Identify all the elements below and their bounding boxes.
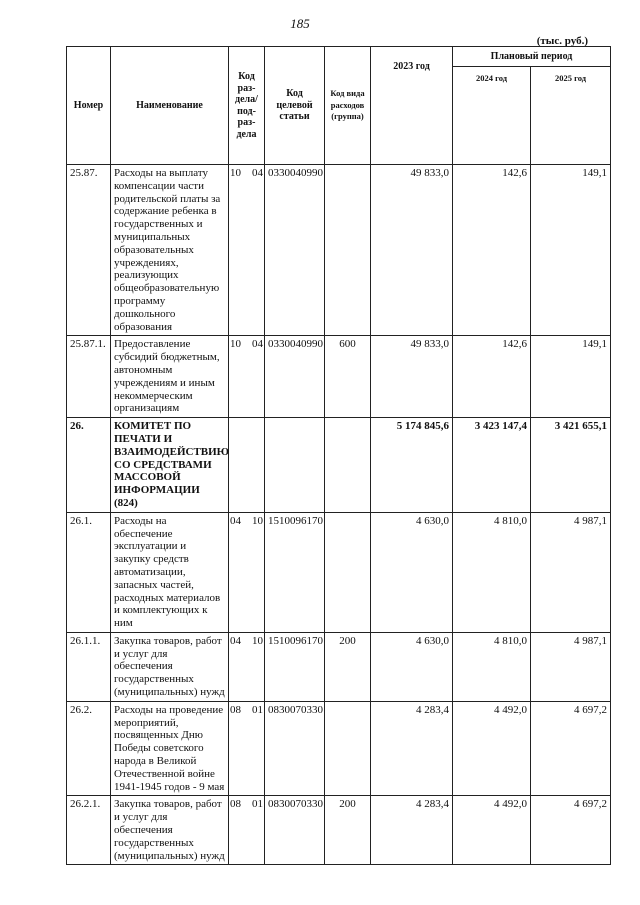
row-razdel (229, 796, 265, 865)
table-row (67, 336, 611, 418)
header-kod-vida: Код вида расходов (группа) (325, 47, 371, 165)
row-number: 25.87.1. (67, 336, 111, 418)
header-year-2023: 2023 год (371, 47, 453, 165)
podrazdel-code: 04 (252, 167, 263, 179)
header-nomer: Номер (67, 47, 111, 165)
header-planovy: Плановый период (453, 47, 611, 67)
table-row (67, 165, 611, 336)
row-number: 26.2. (67, 701, 111, 796)
row-vid: 200 (325, 796, 371, 865)
row-2025: 3 421 655,1 (531, 418, 611, 513)
podrazdel-code: 10 (252, 634, 263, 647)
row-razdel (229, 512, 265, 632)
row-2023: 49 833,0 (371, 336, 453, 418)
row-2025: 4 697,2 (531, 701, 611, 796)
row-tselevaya: 1510096170 (265, 632, 325, 701)
row-vid (325, 418, 371, 513)
row-tselevaya: 0830070330 (265, 701, 325, 796)
row-2023: 5 174 845,6 (371, 418, 453, 513)
razdel-code: 08 (230, 798, 241, 811)
units-label: (тыс. руб.) (536, 35, 588, 47)
table-row (67, 796, 611, 865)
row-number: 26.2.1. (67, 796, 111, 865)
row-vid (325, 512, 371, 632)
row-number: 26.1. (67, 512, 111, 632)
row-2025: 149,1 (531, 336, 611, 418)
row-2023: 4 283,4 (371, 701, 453, 796)
razdel-code: 04 (230, 514, 241, 527)
table-row (67, 418, 611, 513)
row-2024: 142,6 (453, 165, 531, 336)
row-vid: 600 (325, 336, 371, 418)
row-razdel (229, 418, 265, 513)
budget-table (66, 46, 611, 865)
row-name: Расходы на обеспечение эксплуатации и закупку средств автоматизации, запасных частей, расходных материалов и комплектующих к ним (111, 512, 229, 632)
podrazdel-code: 01 (252, 798, 263, 811)
row-2023: 49 833,0 (371, 165, 453, 336)
razdel-code: 10 (230, 338, 241, 351)
row-vid (325, 165, 371, 336)
header-kod-razdela: Код раз-дела/ под-раз-дела (229, 47, 265, 165)
podrazdel-code: 04 (252, 338, 263, 351)
row-name: КОМИТЕТ ПО ПЕЧАТИ И ВЗАИМОДЕЙСТВИЮ СО СРЕДСТВАМИ МАССОВОЙ ИНФОРМАЦИИ (824) (111, 418, 229, 513)
row-2024: 142,6 (453, 336, 531, 418)
row-2025: 149,1 (531, 165, 611, 336)
row-name: Закупка товаров, работ и услуг для обеспечения государственных (муниципальных) нужд (111, 796, 229, 865)
razdel-code: 10 (230, 167, 241, 179)
row-2023: 4 630,0 (371, 632, 453, 701)
row-2024: 4 810,0 (453, 512, 531, 632)
row-number: 26. (67, 418, 111, 513)
razdel-code: 08 (230, 703, 241, 716)
razdel-code: 04 (230, 634, 241, 647)
row-razdel (229, 336, 265, 418)
row-name: Предоставление субсидий бюджетным, автономным учреждениям и иным некоммерческим организациям (111, 336, 229, 418)
row-razdel (229, 165, 265, 336)
header-year-2024: 2024 год (453, 67, 531, 165)
row-tselevaya: 1510096170 (265, 512, 325, 632)
row-tselevaya: 0330040990 (265, 165, 325, 336)
row-name: Расходы на проведение мероприятий, посвященных Дню Победы советского народа в Великой Отечественной войне 1941-1945 годов - 9 мая (111, 701, 229, 796)
row-name: Расходы на выплату компенсации части родительской платы за содержание ребенка в государственных и муниципальных образовательных учреждениях, реализующих общеобразовательную программу дошкольного образования (111, 165, 229, 336)
page-number: 185 (290, 16, 310, 31)
row-2024: 4 492,0 (453, 701, 531, 796)
table-row (67, 512, 611, 632)
row-2023: 4 283,4 (371, 796, 453, 865)
row-tselevaya: 0830070330 (265, 796, 325, 865)
row-vid (325, 701, 371, 796)
row-2024: 4 492,0 (453, 796, 531, 865)
row-razdel (229, 701, 265, 796)
row-number: 26.1.1. (67, 632, 111, 701)
row-2025: 4 697,2 (531, 796, 611, 865)
row-vid: 200 (325, 632, 371, 701)
header-naimenovanie: Наименование (111, 47, 229, 165)
row-razdel (229, 632, 265, 701)
row-2024: 3 423 147,4 (453, 418, 531, 513)
podrazdel-code: 01 (252, 703, 263, 716)
row-2024: 4 810,0 (453, 632, 531, 701)
row-2025: 4 987,1 (531, 512, 611, 632)
podrazdel-code: 10 (252, 514, 263, 527)
row-tselevaya: 0330040990 (265, 336, 325, 418)
header-kod-tselevoy: Код целевой статьи (265, 47, 325, 165)
table-row (67, 632, 611, 701)
row-number: 25.87. (67, 165, 111, 336)
row-2023: 4 630,0 (371, 512, 453, 632)
row-name: Закупка товаров, работ и услуг для обеспечения государственных (муниципальных) нужд (111, 632, 229, 701)
row-2025: 4 987,1 (531, 632, 611, 701)
header-year-2025: 2025 год (531, 67, 611, 165)
table-row (67, 701, 611, 796)
row-tselevaya (265, 418, 325, 513)
